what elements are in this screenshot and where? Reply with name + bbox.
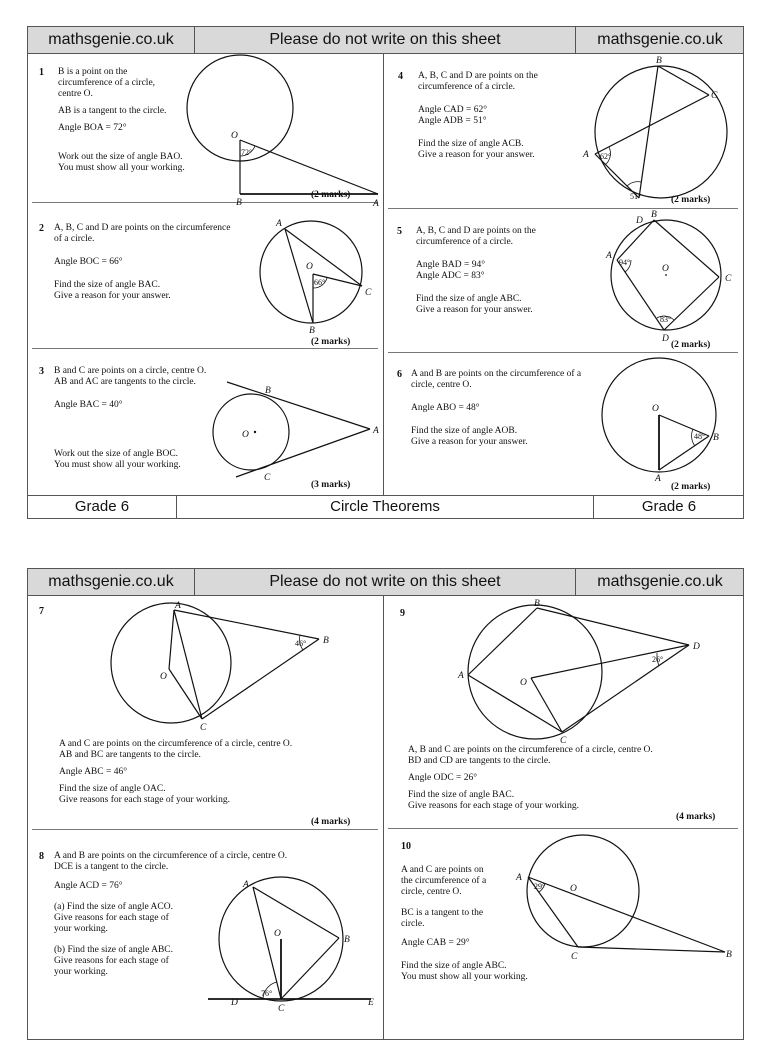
label-E: E [368, 998, 374, 1008]
question-2-diagram [258, 212, 378, 337]
label-D: D [636, 216, 643, 226]
question-7-text [59, 739, 379, 812]
label-B: B [713, 433, 719, 443]
angle-label: 94° [619, 258, 631, 267]
label-O: O [662, 264, 669, 274]
label-O: O [520, 678, 527, 688]
question-number: 9 [400, 608, 405, 619]
label-C: C [560, 736, 567, 746]
header-notice: Please do not write on this sheet [269, 31, 501, 48]
question-text-line: (b) Find the size of angle ABC. Give reasons for each stage of your working. [54, 945, 173, 977]
question-text-line: Find the size of angle AOB. Give a reason for your answer. [411, 426, 528, 447]
question-7-diagram [108, 599, 368, 739]
header-site-right: mathsgenie.co.uk [575, 27, 744, 53]
header-site-right: mathsgenie.co.uk [575, 569, 744, 595]
label-O: O [242, 430, 249, 440]
footer-topic: Circle Theorems [330, 498, 440, 515]
question-text-line: Angle CAB = 29° [401, 938, 470, 948]
footer-grade-left: Grade 6 [28, 496, 177, 518]
label-A: A [606, 251, 612, 261]
question-number: 1 [39, 67, 44, 78]
marks-label: (2 marks) [671, 482, 711, 492]
question-number: 7 [39, 606, 44, 617]
label-A: A [243, 880, 249, 890]
question-text-line: A, B and C are points on the circumference of a circle, centre O. BD and CD are tangents to the circle. [408, 745, 653, 766]
question-text-line: B and C are points on a circle, centre O. AB and AC are tangents to the circle. [54, 366, 207, 387]
label-C: C [264, 473, 271, 483]
question-text-line: Angle BOA = 72° [58, 123, 127, 133]
question-5-diagram [598, 208, 748, 348]
question-divider [32, 829, 378, 830]
question-text-line: A, B, C and D are points on the circumference of a circle. [416, 226, 536, 247]
label-D: D [662, 334, 669, 344]
question-8-diagram [198, 874, 378, 1014]
question-5-text [416, 226, 566, 322]
question-2-text [54, 223, 259, 308]
label-B: B [651, 210, 657, 220]
label-C: C [571, 952, 578, 962]
label-A: A [373, 426, 379, 436]
label-B: B [534, 599, 540, 609]
label-C: C [278, 1004, 285, 1014]
sheet-header [28, 569, 743, 596]
label-O: O [274, 929, 281, 939]
angle-label: 66° [314, 278, 326, 287]
label-O: O [570, 884, 577, 894]
question-text-line: Work out the size of angle BAO. You must show all your working. [58, 152, 185, 173]
marks-label: (4 marks) [311, 817, 351, 827]
question-text-line: A and C are points on the circumference of a circle, centre O. [401, 865, 487, 897]
label-A: A [276, 219, 282, 229]
label-B: B [236, 198, 242, 208]
question-6-text [411, 369, 621, 454]
label-O: O [306, 262, 313, 272]
angle-label: 76° [261, 989, 273, 998]
question-text-line: Angle BAC = 40° [54, 400, 123, 410]
question-text-line: Angle ABC = 46° [59, 767, 128, 777]
label-B: B [344, 935, 350, 945]
question-6-diagram [598, 357, 748, 497]
question-text-line: A, B, C and D are points on the circumference of a circle. [418, 71, 538, 92]
label-B: B [323, 636, 329, 646]
label-B: B [656, 56, 662, 66]
angle-label: 46° [295, 639, 307, 648]
angle-label: 29° [534, 882, 546, 891]
question-text-line: Find the size of angle BAC. Give a reason for your answer. [54, 280, 171, 301]
question-number: 5 [397, 226, 402, 237]
sheet-header [28, 27, 743, 54]
footer-grade-right: Grade 6 [593, 496, 744, 518]
label-D: D [693, 642, 700, 652]
label-C: C [725, 274, 732, 284]
question-text-line: Angle CAD = 62° Angle ADB = 51° [418, 105, 488, 126]
label-A: A [655, 474, 661, 484]
sheet-footer [28, 495, 743, 518]
question-number: 3 [39, 366, 44, 377]
question-number: 4 [398, 71, 403, 82]
question-text-line: BC is a tangent to the circle. [401, 908, 484, 929]
question-text-line: Angle ACD = 76° [54, 881, 123, 891]
question-number: 8 [39, 851, 44, 862]
label-O: O [652, 404, 659, 414]
marks-label: (3 marks) [311, 480, 351, 490]
label-C: C [711, 91, 718, 101]
label-C: C [365, 288, 372, 298]
label-A: A [373, 199, 379, 209]
question-divider [388, 352, 738, 353]
label-A: A [516, 873, 522, 883]
marks-label: (2 marks) [311, 190, 351, 200]
question-number: 2 [39, 223, 44, 234]
question-text-line: Angle ODC = 26° [408, 773, 478, 783]
label-O: O [160, 672, 167, 682]
label-D: D [231, 998, 238, 1008]
header-site-left: mathsgenie.co.uk [28, 27, 195, 53]
question-text-line: Angle ABO = 48° [411, 403, 480, 413]
question-9-diagram [458, 599, 748, 749]
label-A: A [583, 150, 589, 160]
header-site-left: mathsgenie.co.uk [28, 569, 195, 595]
worksheet-page-1 [27, 26, 744, 519]
question-text-line: A and C are points on the circumference of a circle, centre O. AB and BC are tangents to the circle. [59, 739, 293, 760]
marks-label: (2 marks) [671, 340, 711, 350]
question-4-text [418, 71, 568, 167]
question-1-diagram [178, 55, 383, 215]
question-text-line: B is a point on the circumference of a circle, centre O. [58, 67, 156, 99]
question-text-line: Find the size of angle ABC. You must show all your working. [401, 961, 528, 982]
question-text-line: A and B are points on the circumference of a circle, centre O. DCE is a tangent to the circle. [54, 851, 288, 872]
label-A: A [175, 601, 181, 611]
question-text-line: Find the size of angle BAC. Give reasons for each stage of your working. [408, 790, 579, 811]
question-4-diagram [578, 55, 748, 226]
label-B: B [309, 326, 315, 336]
question-text-line: Angle BOC = 66° [54, 257, 123, 267]
angle-label: 62° [600, 152, 612, 161]
question-text-line: Find the size of angle OAC. Give reasons for each stage of your working. [59, 784, 230, 805]
question-10-diagram [508, 837, 738, 967]
label-B: B [265, 386, 271, 396]
question-text-line: Find the size of angle ACB. Give a reason for your answer. [418, 139, 535, 160]
angle-label: 26° [652, 655, 664, 664]
question-number: 10 [401, 841, 411, 852]
label-B: B [726, 950, 732, 960]
label-C: C [200, 723, 207, 733]
angle-label: 72° [241, 148, 253, 157]
angle-label: 51° [630, 192, 642, 201]
question-text-line: Angle BAD = 94° Angle ADC = 83° [416, 260, 486, 281]
question-text-line: Find the size of angle ABC. Give a reason for your answer. [416, 294, 533, 315]
worksheet-page-2 [27, 568, 744, 1040]
label-A: A [458, 671, 464, 681]
label-O: O [231, 131, 238, 141]
question-number: 6 [397, 369, 402, 380]
question-9-text [408, 745, 733, 818]
marks-label: (2 marks) [311, 337, 351, 347]
question-text-line: A, B, C and D are points on the circumference of a circle. [54, 223, 231, 244]
marks-label: (2 marks) [671, 195, 711, 205]
column-divider [383, 596, 384, 1039]
header-notice: Please do not write on this sheet [269, 573, 501, 590]
question-divider [32, 348, 378, 349]
question-text-line: A and B are points on the circumference of a circle, centre O. [411, 369, 582, 390]
question-text-line: Work out the size of angle BOC. You must show all your working. [54, 449, 181, 470]
angle-label: 48° [694, 432, 706, 441]
angle-label: 83° [660, 315, 672, 324]
question-text-line: (a) Find the size of angle ACO. Give reasons for each stage of your working. [54, 902, 173, 934]
question-text-line: AB is a tangent to the circle. [58, 106, 167, 116]
question-3-diagram [208, 377, 388, 487]
marks-label: (4 marks) [676, 812, 716, 822]
question-divider [388, 828, 738, 829]
